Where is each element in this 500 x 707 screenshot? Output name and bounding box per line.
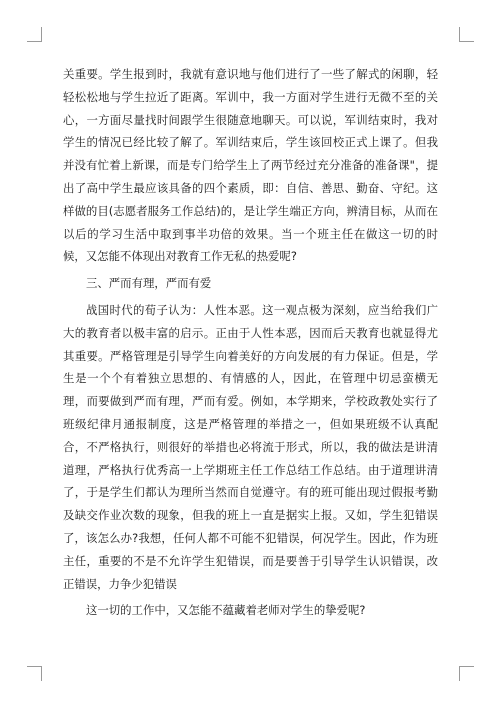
body-paragraph-1: 关重要。学生报到时，我就有意识地与他们进行了一些了解式的闲聊，轻轻松松地与学生拉近了距离。军训中，我一方面对学生进行无微不至的关心，一方面尽量找时间跟学生很随意地聊天。可以说，军训结束时，我对学生的情况已经比较了解了。军训结束后，学生该回校正式上课了。但我并没有忙着上新课，而是专门给学生上了两节经过充分准备的准备课"，提出了高中学生最应该具备的四个素质，即：自信、善思、勤奋、守纪。这样做的目(志愿者服务工作总结)的，是让学生端正方向，辨清目标，从而在以后的学习生活中取到事半功倍的效果。当一个班主任在做这一切的时候，又怎能不体现出对教育工作无私的热爱呢? [63, 67, 438, 264]
document-body [63, 63, 438, 622]
crop-mark-bottom-left [27, 666, 42, 681]
crop-mark-top-right [459, 27, 474, 42]
body-paragraph-2: 战国时代的荀子认为：人性本恶。这一观点极为深刻，应当给我们广大的教育者以极丰富的启示。正由于人性本恶，因而后天教育也就显得尤其重要。严格管理是引导学生向着美好的方向发展的有力保证。但是，学生是一个个有着独立思想的、有情感的人，因此，在管理中切忌蛮横无理，而要做到严而有理，严而有爱。例如，本学期来，学校政教处实行了班级纪律月通报制度，这是严格管理的举措之一，但如果班级不认真配合，不严格执行，则很好的举措也必将流于形式，所以，我的做法是讲清道理，严格执行优秀高一上学期班主任工作总结工作总结。由于道理讲清了，于是学生们都认为理所当然而自觉遵守。有的班可能出现过假报考勤及缺交作业次数的现象，但我的班上一直是据实上报。又如，学生犯错误了，该怎么办?我想，任何人都不可能不犯错误，何况学生。因此，作为班主任，重要的不是不允许学生犯错误，而是要善于引导学生认识错误，改正错误，力争少犯错误 [63, 302, 438, 591]
body-paragraph-3: 这一切的工作中，又怎能不蕴藏着老师对学生的挚爱呢? [86, 603, 366, 618]
section-heading-3: 三、严而有理，严而有爱 [86, 276, 212, 291]
crop-mark-top-left [27, 27, 42, 42]
crop-mark-bottom-right [459, 666, 474, 681]
